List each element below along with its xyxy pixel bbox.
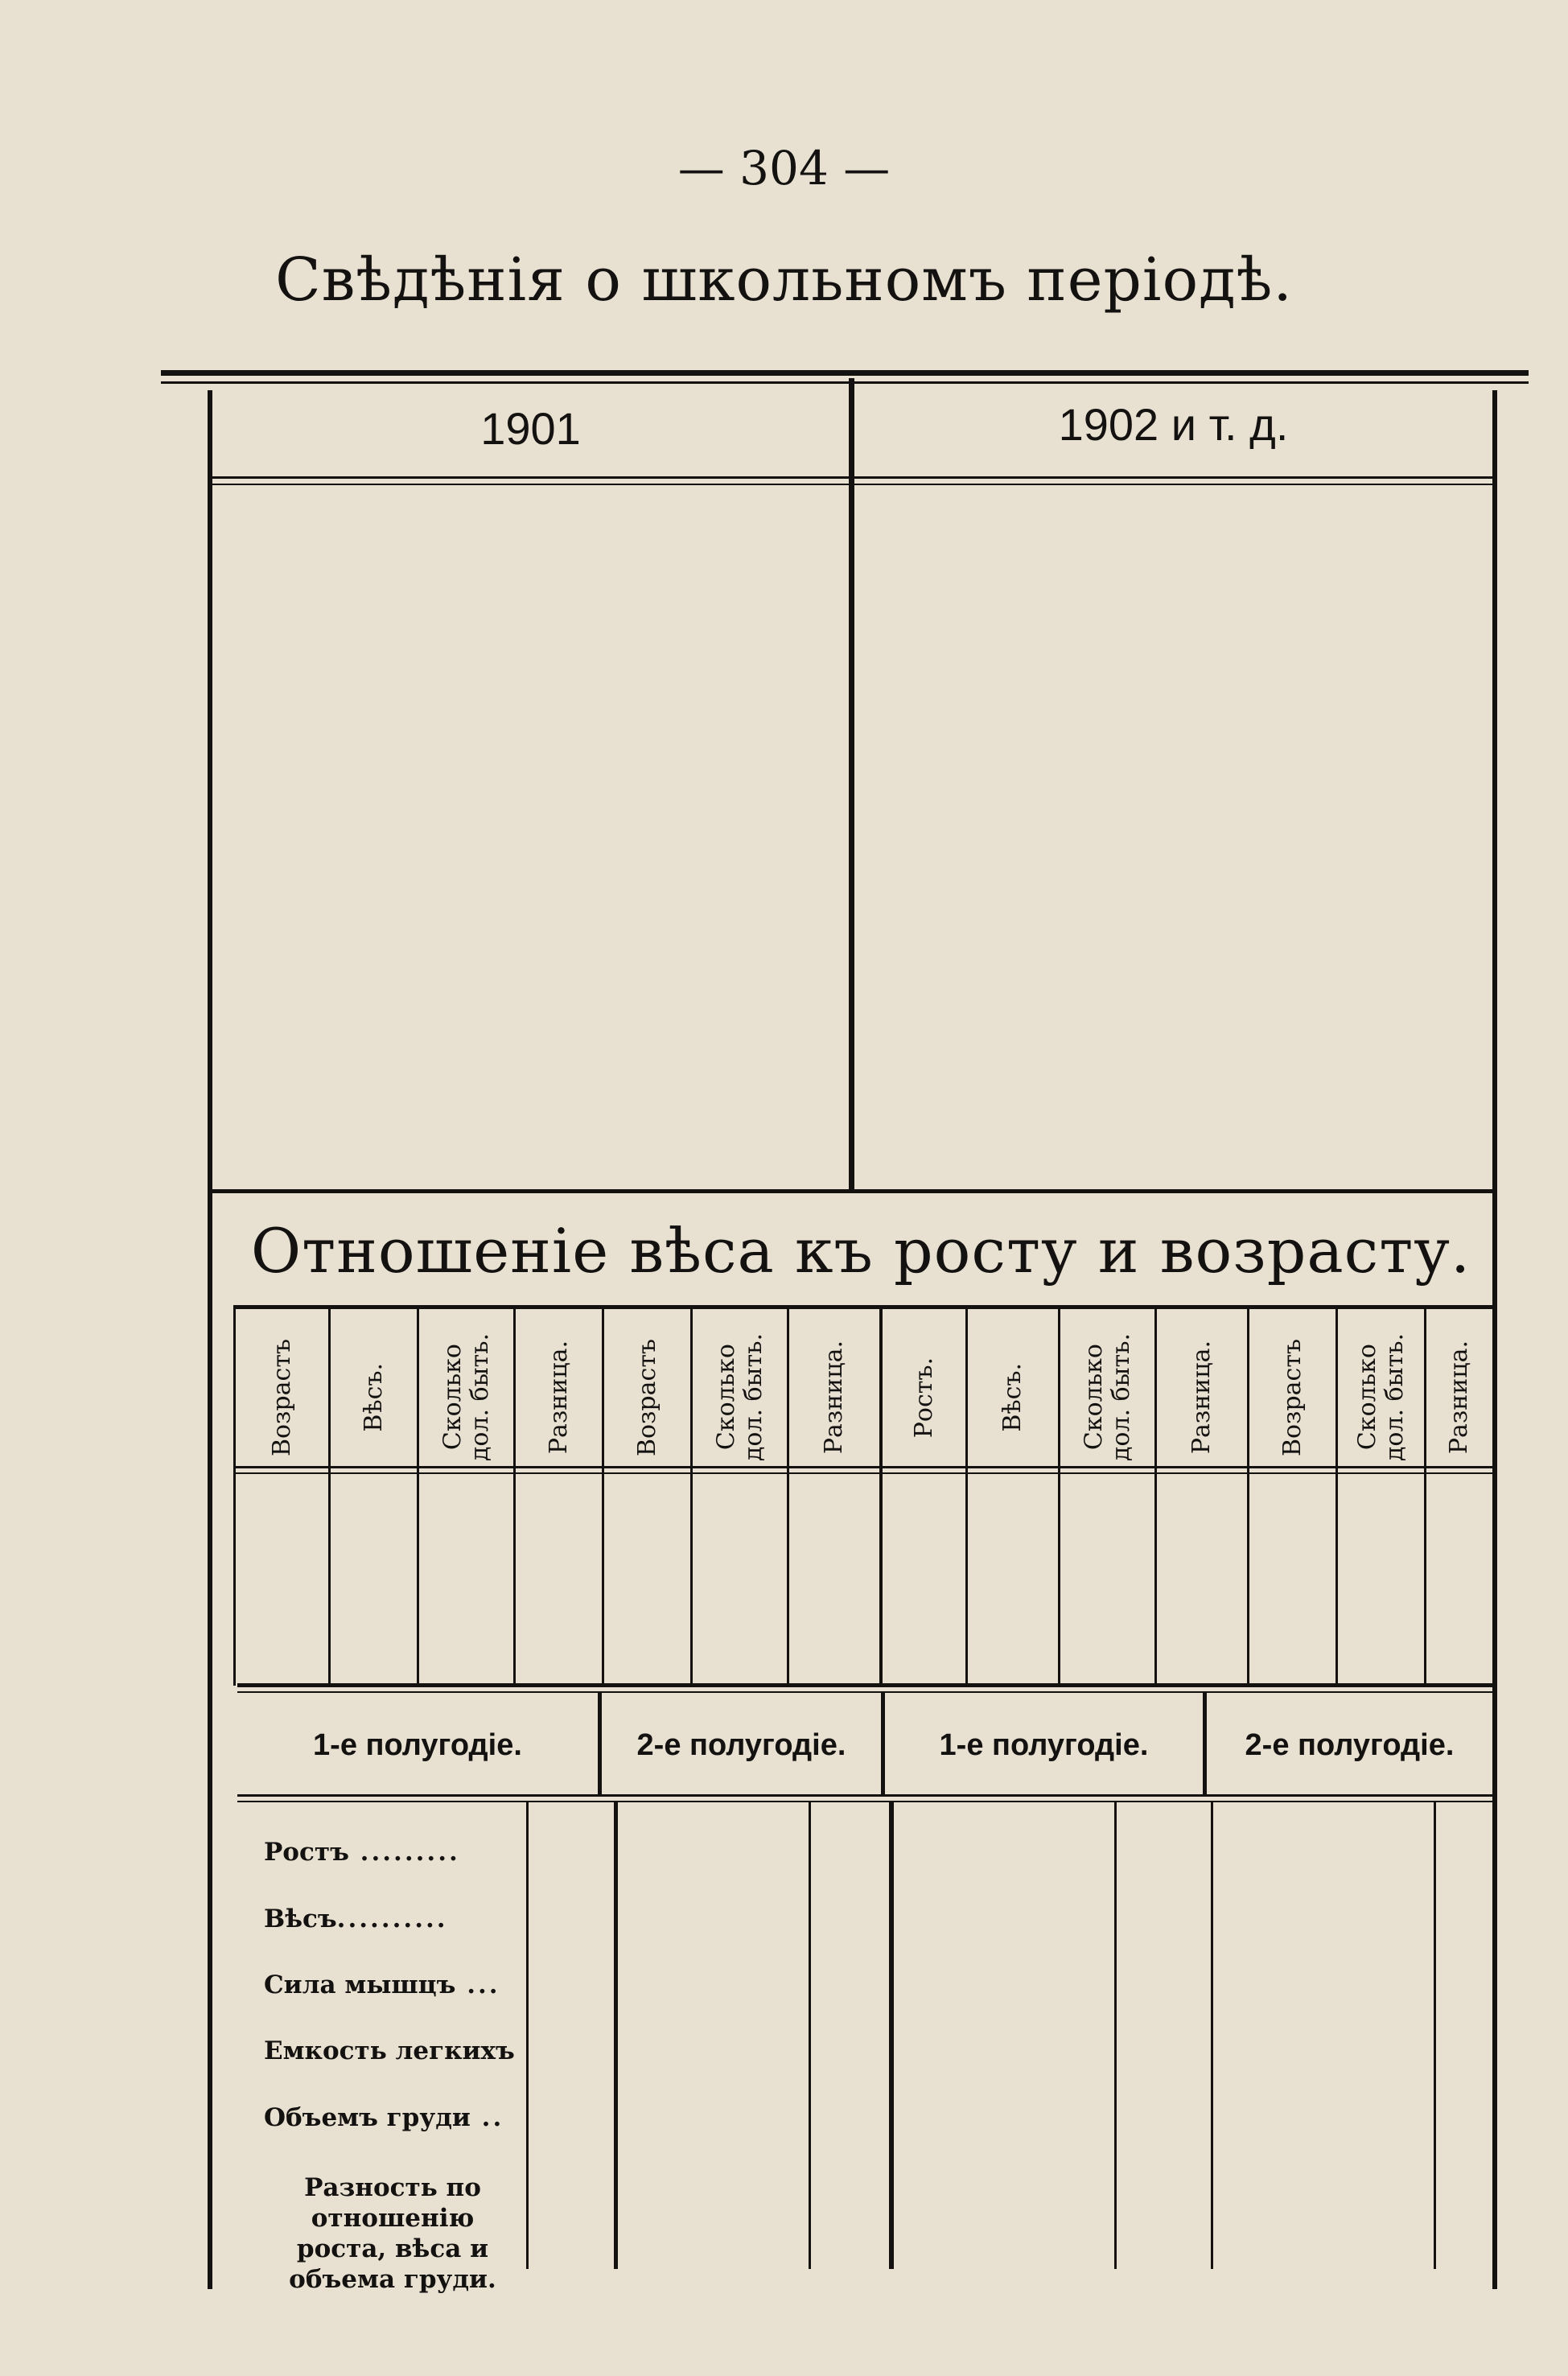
col-header-weight-3: Вѣсъ. [998,1363,1027,1432]
year-1902: 1902 и т. д. [1058,399,1289,450]
half-label-2: 2-е полугодіе. [636,1728,846,1762]
year-1901: 1901 [480,403,581,454]
half-body-sep [1434,1802,1436,2269]
top-double-rule-2 [161,381,1529,384]
ratio-header-rule [233,1305,1492,1309]
col-header-age-2: Возрастъ [632,1338,661,1457]
ratio-section-title: Отношеніе вѣса къ росту и возрасту. [250,1215,1471,1287]
col-header-age-4: Возрастъ [1278,1338,1307,1457]
year-divider [849,378,854,1191]
ratio-top-rule [212,1189,1492,1193]
col-header-age-1: Возрастъ [267,1338,296,1457]
half-body-sep [889,1802,894,2269]
frame-left [208,390,212,2289]
col-header-diff-3: Разница. [1187,1340,1216,1455]
col-header-expected-1: Сколько дол. быть. [438,1333,494,1462]
col-header-weight-1: Вѣсъ. [359,1363,388,1432]
col-header-expected-2: Сколько дол. быть. [711,1333,768,1462]
col-header-diff-4: Разница. [1445,1340,1473,1455]
col-header-expected-4: Сколько дол. быть. [1352,1333,1409,1462]
half-label-1: 1-е полугодіе. [313,1728,522,1762]
col-header-expected-3: Сколько дол. быть. [1079,1333,1135,1462]
year-rule-a [212,476,1492,479]
half-body-sep [614,1802,618,2269]
half-top-rule-a [237,1683,1492,1687]
page-title: Свѣдѣнія о школьномъ періодѣ. [275,245,1293,315]
half-body-sep [809,1802,811,2269]
top-double-rule-1 [161,370,1529,376]
half-header-bottom-a [237,1794,1492,1797]
row-label-weight: Вѣсъ.......... [264,1905,448,1933]
half-header-bottom-b [237,1801,1492,1802]
row-label-muscle: Сила мышцъ ... [264,1970,500,1999]
col-header-diff-2: Разница. [820,1340,848,1455]
row-label-chest: Объемъ груди .. [264,2103,504,2132]
row-label-difference: Разность по отношенію роста, вѣса и объема груди. [289,2173,496,2294]
half-top-rule-b [237,1691,1492,1693]
row-label-lungs: Емкость легкихъ [264,2036,515,2065]
half-body-sep [1211,1802,1213,2269]
col-header-height-3: Ростъ. [909,1357,938,1439]
col-header-diff-1: Разница. [544,1340,573,1455]
half-label-3: 1-е полугодіе. [939,1728,1149,1762]
page-number: — 304 — [677,141,891,196]
half-label-4: 2-е полугодіе. [1245,1728,1455,1762]
frame-right [1492,390,1497,2289]
row-label-height: Ростъ ......... [264,1838,460,1867]
half-body-sep [1114,1802,1117,2269]
year-rule-b [212,484,1492,485]
